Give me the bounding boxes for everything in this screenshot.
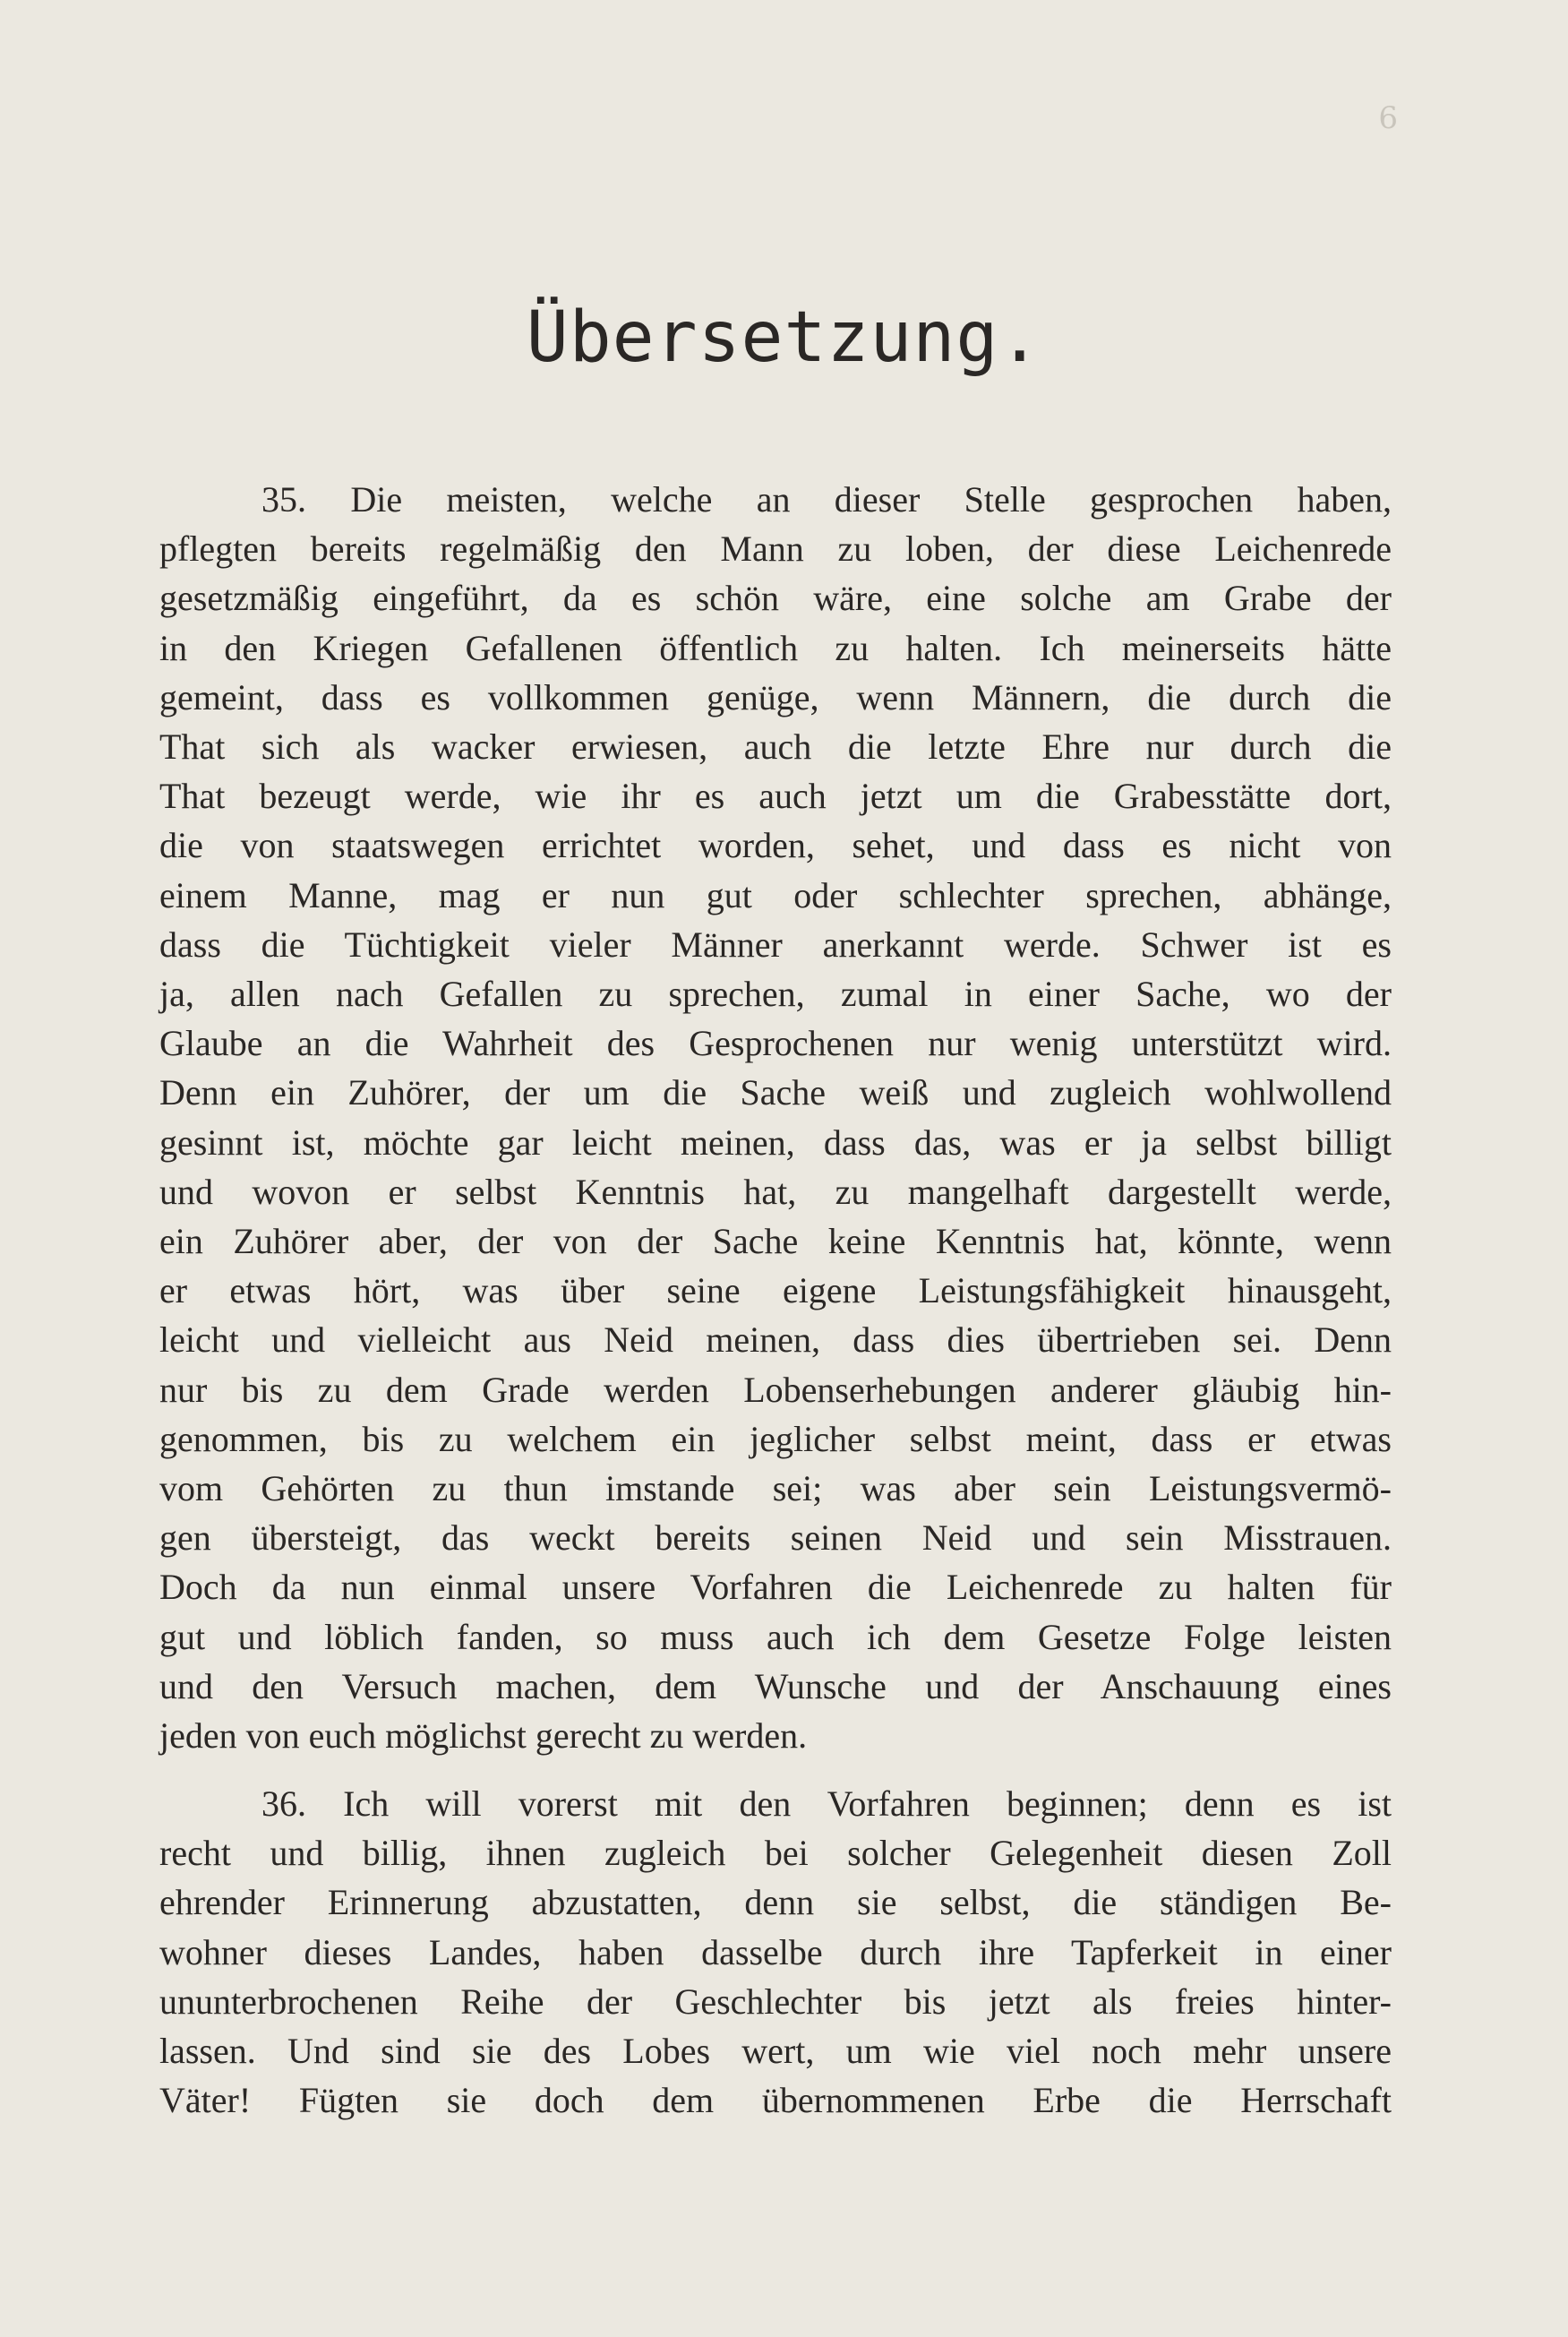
text-line: 35. Die meisten, welche an dieser Stelle gesprochen haben, — [261, 479, 1392, 520]
text-line: einem Manne, mag er nun gut oder schlechter sprechen, abhänge, — [159, 874, 1392, 915]
text-line: recht und billig, ihnen zugleich bei solcher Gelegenheit diesen Zoll — [159, 1833, 1392, 1874]
text-line: in den Kriegen Gefallenen öffentlich zu halten. Ich meinerseits hätte — [159, 627, 1392, 668]
text-line: gesetzmäßig eingeführt, da es schön wäre, eine solche am Grabe der — [159, 578, 1392, 619]
text-line: That sich als wacker erwiesen, auch die letzte Ehre nur durch die — [159, 726, 1392, 768]
text-line: jeden von euch möglichst gerecht zu werden. — [159, 1715, 808, 1757]
text-line: Denn ein Zuhörer, der um die Sache weiß und zugleich wohlwollend — [159, 1072, 1392, 1113]
text-line: gesinnt ist, möchte gar leicht meinen, dass das, was er ja selbst billigt — [159, 1121, 1392, 1163]
text-line: die von staatswegen errichtet worden, sehet, und dass es nicht von — [159, 825, 1392, 866]
text-line: und den Versuch machen, dem Wunsche und der Anschauung eines — [159, 1665, 1392, 1706]
text-line: That bezeugt werde, wie ihr es auch jetzt um die Grabesstätte dort, — [159, 776, 1392, 817]
text-line: wohner dieses Landes, haben dasselbe durch ihre Tapferkeit in einer — [159, 1931, 1392, 1972]
text-line: ununterbrochenen Reihe der Geschlechter bis jetzt als freies hinter- — [159, 1980, 1392, 2022]
text-line: ehrender Erinnerung abzustatten, denn sie selbst, die ständigen Be- — [159, 1882, 1392, 1923]
text-line: ja, allen nach Gefallen zu sprechen, zumal in einer Sache, wo der — [159, 974, 1392, 1015]
text-line: gemeint, dass es vollkommen genüge, wenn Männern, die durch die — [159, 676, 1392, 717]
page-title: Übersetzung. — [526, 297, 1042, 378]
text-line: 36. Ich will vorerst mit den Vorfahren beginnen; denn es ist — [261, 1783, 1392, 1824]
page-number: 6 — [1378, 100, 1398, 136]
paragraph-section-35 — [159, 475, 1392, 1760]
text-line: Väter! Fügten sie doch dem übernommenen Erbe die Herrschaft — [159, 2080, 1392, 2121]
text-line: Glaube an die Wahrheit des Gesprochenen nur wenig unterstützt wird. — [159, 1023, 1392, 1064]
text-line: und wovon er selbst Kenntnis hat, zu mangelhaft dargestellt werde, — [159, 1171, 1392, 1212]
text-line: lassen. Und sind sie des Lobes wert, um wie viel noch mehr unsere — [159, 2031, 1392, 2072]
text-line: leicht und vielleicht aus Neid meinen, dass dies übertrieben sei. Denn — [159, 1319, 1392, 1361]
text-line: er etwas hört, was über seine eigene Leistungsfähigkeit hinausgeht, — [159, 1270, 1392, 1311]
text-line: ein Zuhörer aber, der von der Sache keine Kenntnis hat, könnte, wenn — [159, 1221, 1392, 1262]
text-line: dass die Tüchtigkeit vieler Männer anerkannt werde. Schwer ist es — [159, 924, 1392, 965]
text-line: genommen, bis zu welchem ein jeglicher selbst meint, dass er etwas — [159, 1418, 1392, 1459]
text-line: vom Gehörten zu thun imstande sei; was aber sein Leistungsvermö- — [159, 1468, 1392, 1509]
text-line: nur bis zu dem Grade werden Lobenserhebungen anderer gläubig hin- — [159, 1369, 1392, 1410]
text-line: gen übersteigt, das weckt bereits seinen Neid und sein Misstrauen. — [159, 1517, 1392, 1559]
text-line: gut und löblich fanden, so muss auch ich dem Gesetze Folge leisten — [159, 1616, 1392, 1657]
text-line: Doch da nun einmal unsere Vorfahren die Leichenrede zu halten für — [159, 1567, 1392, 1608]
text-line: pflegten bereits regelmäßig den Mann zu loben, der diese Leichenrede — [159, 528, 1392, 570]
paragraph-section-36 — [159, 1779, 1392, 2125]
